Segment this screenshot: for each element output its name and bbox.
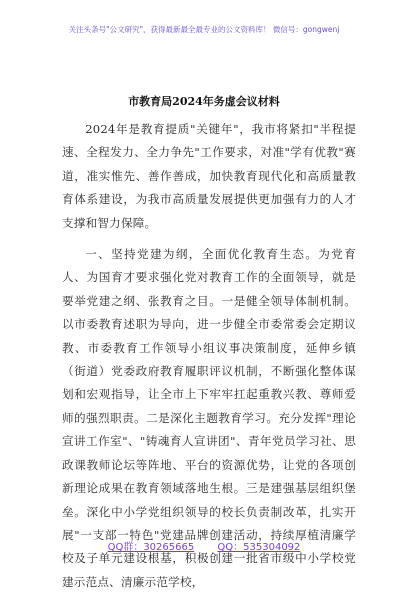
paragraph-section-1: 一、坚持党建为纲，全面优化教育生态。为党育人、为国育才要求强化党对教育工作的全面领导，就是要举党建之纲、张教育之目。一是健全领导体制机制。以市委教育述职为导向，进一步健全市委常委会定期议教、市委教育工作领导小组议事决策制度，延伸乡镇（街道）党委政府教育履职评议机制，不断强化整体谋划和宏观指导，让全市上下牢牢扛起重教兴教、尊师爱师的强烈职责。二是深化主题教育学习。充分发挥"理论宣讲工作室"、"铸魂育人宣讲团"、青年党员学习社、思政课教师论坛等阵地、平台的资源优势，让党的各项创新理论成果在教育领域落地生根。三是建强基层组织堡垒。深化中小学党组织领导的校长负责制改革，扎实开展"一支部一特色"党建品牌创建活动，持续厚植清廉学校及子单元建设根基，积极创建一批省市级中小学校党建示范点、清廉示范学校， [62, 247, 356, 589]
header-note: 关注头条号"公文研究"，获得最新最全最专业的公文资料库！ 微信号：gongwenj [68, 25, 340, 34]
footer-qq-group[interactable]: QQ群：30265665 [107, 542, 195, 553]
footer-contacts [0, 538, 408, 553]
paragraph-intro: 2024年是教育提质"关键年"，我市将紧扣"半程提速、全程发力、全力争先"工作要求，对准"学有优教"赛道，准实惟先、善作善成，加快教育现代化和高质量教育体系建设，为我市高质量发展提供更加强有力的人才支撑和智力保障。 [62, 122, 356, 230]
document-body [62, 118, 356, 594]
footer-qq[interactable]: QQ：535304092 [217, 542, 301, 553]
document-title: 市教育局2024年务虚会议材料 [128, 95, 280, 108]
